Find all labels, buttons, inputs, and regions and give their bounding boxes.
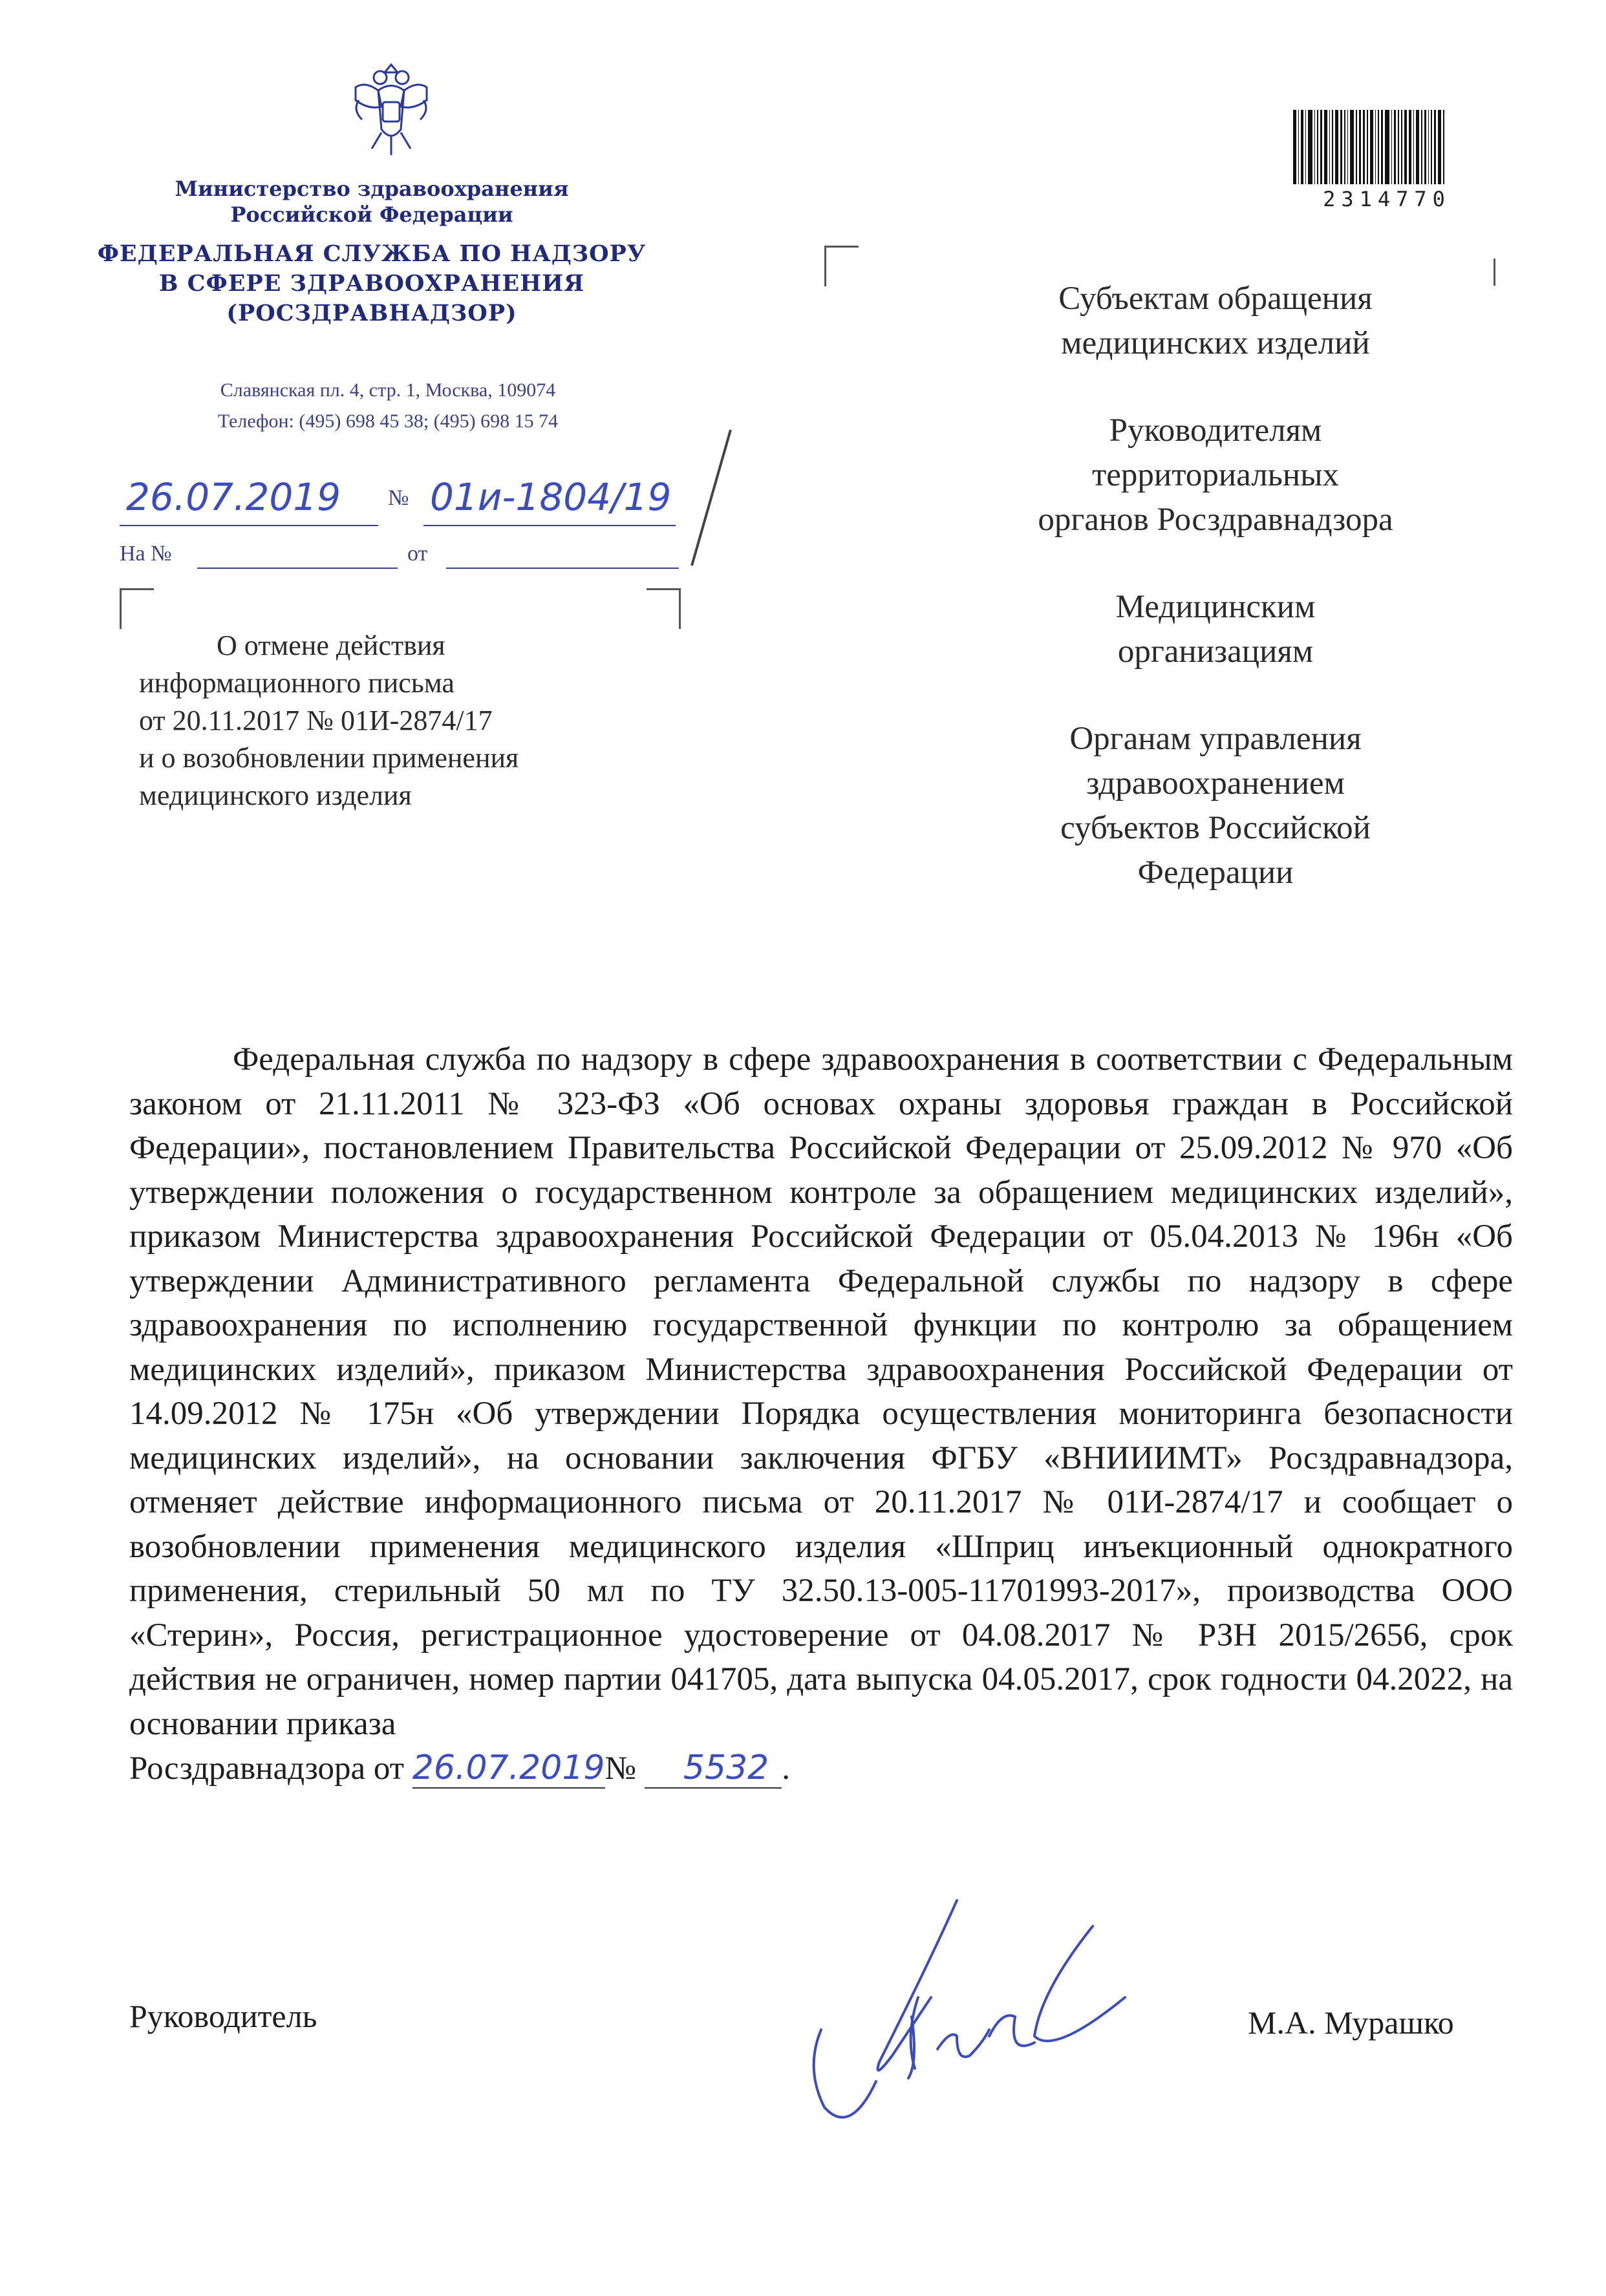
barcode-bar bbox=[1391, 110, 1393, 184]
barcode-bar bbox=[1335, 110, 1338, 184]
addressee-2-line-2: территориальных bbox=[1092, 457, 1339, 493]
addressees-block bbox=[983, 277, 1448, 938]
phone-line: Телефон: (495) 698 45 38; (495) 698 15 74 bbox=[217, 410, 559, 432]
barcode-bar bbox=[1421, 110, 1422, 184]
reference-from-label: от bbox=[407, 542, 428, 566]
reference-date-line bbox=[446, 568, 679, 569]
service-line-3: (РОСЗДРАВНАДЗОР) bbox=[226, 300, 517, 326]
subject-corner-bracket-right bbox=[647, 588, 681, 629]
body-last-suffix: . bbox=[782, 1750, 791, 1787]
barcode-bar bbox=[1332, 110, 1333, 184]
barcode-bar bbox=[1375, 110, 1376, 184]
subject-line-2: информационного письма bbox=[139, 667, 455, 699]
addressee-4-line-4: Федерации bbox=[1137, 855, 1294, 891]
barcode-bar bbox=[1434, 110, 1436, 184]
subject-line-3: от 20.11.2017 № 01И-2874/17 bbox=[139, 705, 493, 736]
addressee-3 bbox=[983, 585, 1448, 674]
number-underline bbox=[423, 525, 676, 526]
body-last-prefix: Росздравнадзора от bbox=[129, 1750, 405, 1787]
barcode-bar bbox=[1359, 110, 1361, 184]
registration-slash bbox=[685, 427, 737, 572]
barcode-bar bbox=[1394, 110, 1396, 184]
subject-line-1: О отмене действия bbox=[217, 630, 445, 661]
address-line: Славянская пл. 4, стр. 1, Москва, 109074 bbox=[220, 379, 556, 401]
barcode-bar bbox=[1329, 110, 1331, 184]
barcode-bar bbox=[1409, 110, 1411, 184]
barcode-bar bbox=[1356, 110, 1357, 184]
ministry-name bbox=[129, 176, 614, 228]
barcode-bar bbox=[1424, 110, 1426, 184]
addressee-3-line-2: организациям bbox=[1117, 633, 1314, 670]
barcode-bar bbox=[1378, 110, 1379, 184]
barcode-bars bbox=[1293, 110, 1481, 184]
barcode-bar bbox=[1401, 110, 1402, 184]
barcode-bar bbox=[1428, 110, 1429, 184]
barcode-bar bbox=[1301, 110, 1303, 184]
barcode-bar bbox=[1363, 110, 1365, 184]
reference-label: На № bbox=[120, 542, 172, 566]
service-line-1: ФЕДЕРАЛЬНАЯ СЛУЖБА ПО НАДЗОРУ bbox=[97, 240, 647, 267]
signatory-position: Руководитель bbox=[129, 1998, 317, 2034]
order-date: 26.07.2019 bbox=[412, 1749, 605, 1787]
addressee-4-line-3: субъектов Российской bbox=[1060, 810, 1371, 846]
barcode-bar bbox=[1298, 110, 1300, 184]
barcode-bar bbox=[1340, 110, 1342, 184]
service-address bbox=[129, 375, 647, 437]
barcode-bar bbox=[1344, 110, 1345, 184]
addressee-4-line-2: здравоохранением bbox=[1086, 765, 1345, 802]
barcode-bar bbox=[1320, 110, 1322, 184]
ministry-line-1: Министерство здравоохранения bbox=[175, 176, 569, 201]
barcode-bar bbox=[1443, 110, 1444, 184]
body-last-line bbox=[129, 1746, 1513, 1791]
barcode-bar bbox=[1431, 110, 1432, 184]
barcode-bar bbox=[1381, 110, 1383, 184]
barcode-bar bbox=[1385, 110, 1389, 184]
barcode-bar bbox=[1404, 110, 1408, 184]
signatory-name: М.А. Мурашко bbox=[1248, 2004, 1454, 2041]
barcode-bar bbox=[1416, 110, 1419, 184]
barcode-bar bbox=[1413, 110, 1415, 184]
addressee-1 bbox=[983, 277, 1448, 366]
barcode-bar bbox=[1324, 110, 1327, 184]
barcode-bar bbox=[1305, 110, 1307, 184]
address-edge-mark bbox=[1494, 259, 1495, 286]
service-line-2: В СФЕРЕ ЗДРАВООХРАНЕНИЯ bbox=[158, 270, 585, 297]
date-underline bbox=[120, 525, 378, 526]
registration-number-sign: № bbox=[388, 486, 409, 510]
order-number-sign: № bbox=[605, 1750, 637, 1787]
barcode-bar bbox=[1347, 110, 1349, 184]
barcode-bar bbox=[1398, 110, 1399, 184]
barcode-bar bbox=[1350, 110, 1354, 184]
handwritten-signature bbox=[795, 1875, 1157, 2149]
barcode bbox=[1293, 110, 1481, 211]
subject-corner-bracket-left bbox=[120, 588, 154, 629]
barcode-bar bbox=[1317, 110, 1318, 184]
addressee-2 bbox=[983, 409, 1448, 542]
addressee-2-line-3: органов Росздравнадзора bbox=[1038, 502, 1393, 538]
barcode-number: 2314770 bbox=[1323, 187, 1451, 211]
addressee-3-line-1: Медицинским bbox=[1115, 589, 1316, 625]
addressee-4 bbox=[983, 717, 1448, 895]
addressee-2-line-1: Руководителям bbox=[1109, 412, 1322, 449]
barcode-bar bbox=[1293, 110, 1296, 184]
letter-subject bbox=[139, 627, 656, 814]
order-number: 5532 bbox=[645, 1749, 782, 1789]
addressee-1-line-2: медицинских изделий bbox=[1061, 325, 1370, 361]
body-text: Федеральная служба по надзору в сфере здравоохранения в соответствии с Федеральным законом от 21.11.2011 № 323-ФЗ «Об основах охраны здоровья граждан в Российской Федерации», постановлением Правительства Российской Федерации от 25.09.2012 № 970 «Об утверждении положения о государственном контроле за обращением медицинских изделий», приказом Министерства здравоохранения Российской Федерации от 05.04.2013 № 196н «Об утверждении Административного регламента Федеральной службы по надзору в сфере здравоохранения по исполнению государственной функции по контролю за обращением медицинских изделий», приказом Министерства здравоохранения Российской Федерации от 14.09.2012 № 175н «Об утверждении Порядка осуществления мониторинга безопасности медицинских изделий», на основании заключения ФГБУ «ВНИИИМТ» Росздравнадзора, отменяет действие информационного письма от 20.11.2017 № 01И-2874/17 и сообщает о возобновлении применения медицинского изделия «Шприц инъекционный однократного применения, стерильный 50 мл по ТУ 32.50.13-005-11701993-2017», производства ООО «Стерин», Россия, регистрационное удостоверение от 04.08.2017 № РЗН 2015/2656, срок действия не ограничен, номер партии 041705, дата выпуска 04.05.2017, срок годности 04.2022, на основании приказа bbox=[129, 1041, 1513, 1742]
addressee-4-line-1: Органам управления bbox=[1069, 721, 1362, 757]
subject-line-4: и о возобновлении применения bbox=[139, 742, 519, 774]
letter-body bbox=[129, 1037, 1513, 1791]
addressee-1-line-1: Субъектам обращения bbox=[1058, 281, 1373, 317]
body-paragraph bbox=[129, 1037, 1513, 1746]
barcode-bar bbox=[1308, 110, 1312, 184]
registration-number: 01и-1804/19 bbox=[430, 475, 672, 519]
service-name bbox=[97, 239, 647, 328]
barcode-bar bbox=[1367, 110, 1368, 184]
coat-of-arms-icon bbox=[343, 52, 440, 165]
registration-date: 26.07.2019 bbox=[126, 475, 341, 519]
reference-number-line bbox=[197, 568, 398, 569]
barcode-bar bbox=[1370, 110, 1373, 184]
subject-line-5: медицинского изделия bbox=[139, 780, 412, 811]
address-corner-bracket bbox=[824, 246, 859, 286]
barcode-bar bbox=[1314, 110, 1316, 184]
barcode-bar bbox=[1438, 110, 1441, 184]
ministry-line-2: Российской Федерации bbox=[230, 202, 513, 227]
